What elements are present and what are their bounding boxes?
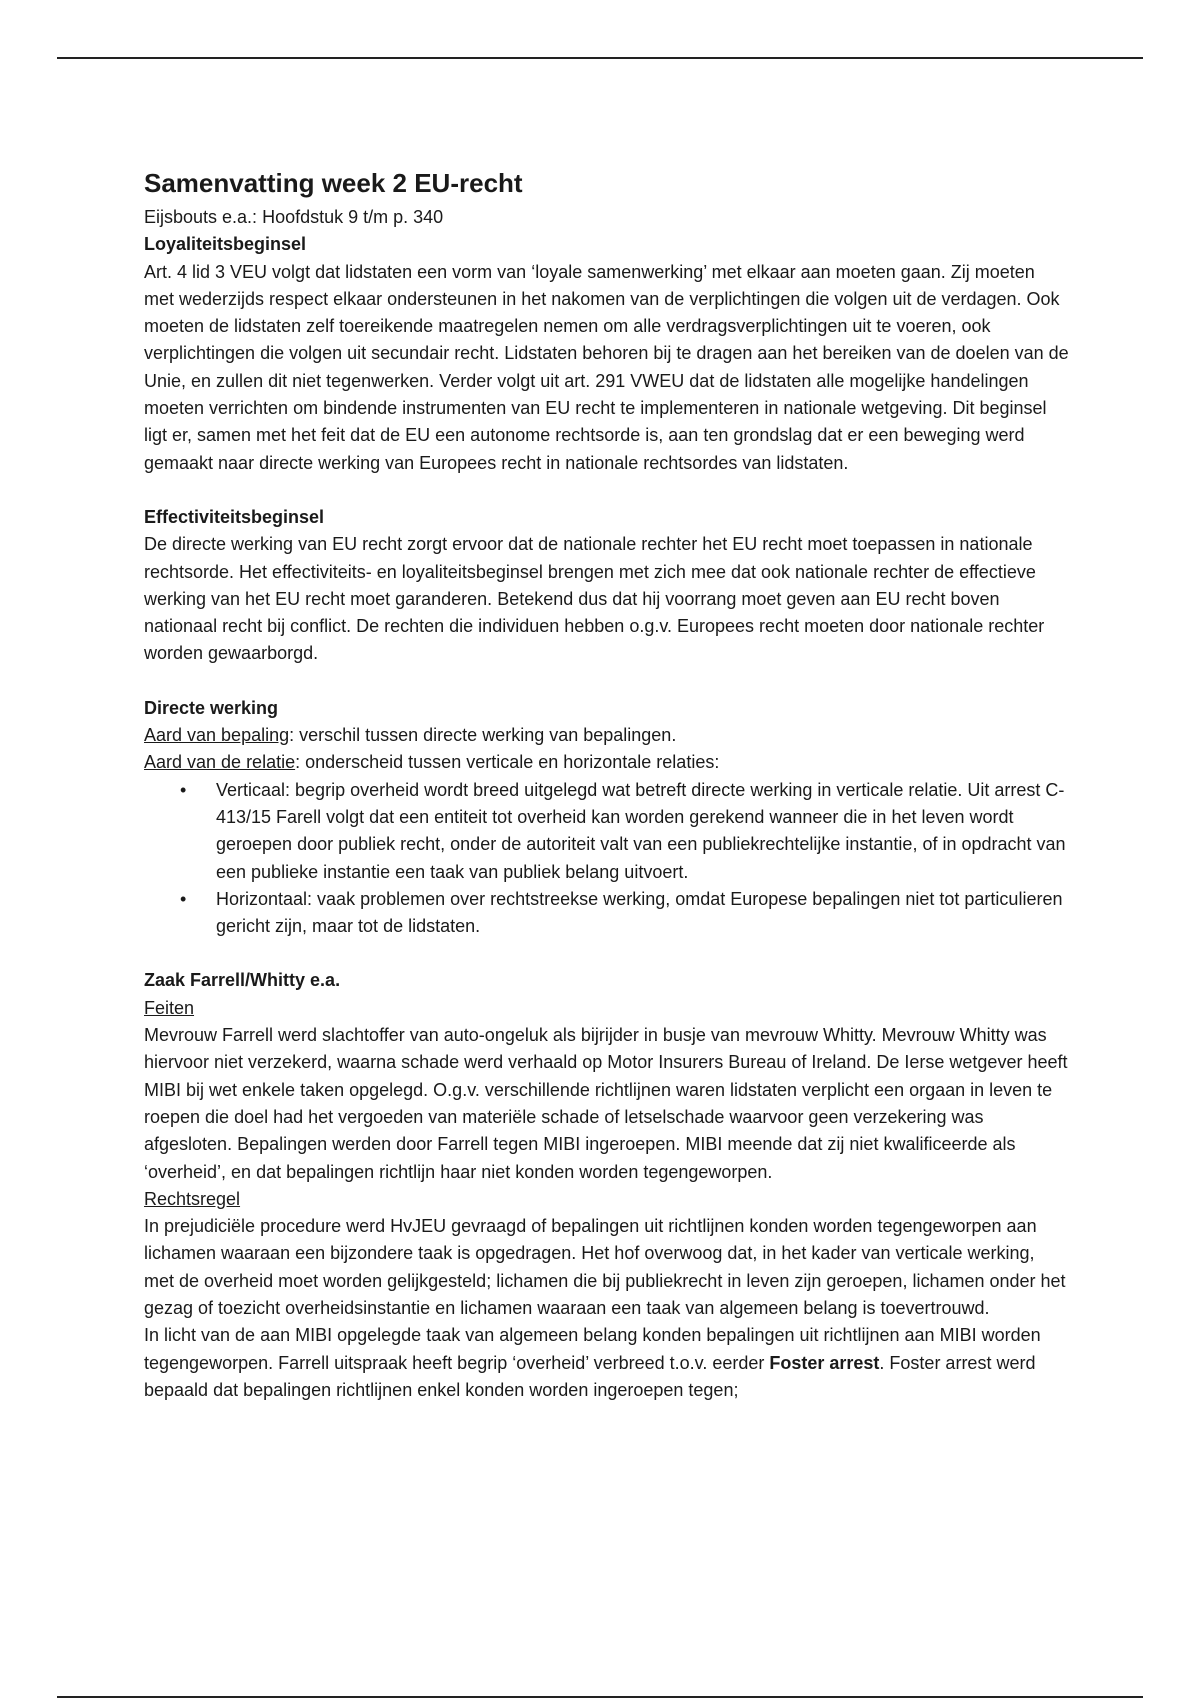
rechtsregel-label-text: Rechtsregel: [144, 1188, 241, 1209]
label-feiten: [144, 995, 1069, 1022]
paragraph-loyaliteitsbeginsel: Art. 4 lid 3 VEU volgt dat lidstaten een vorm van ‘loyale samenwerking’ met elkaar aan moeten gaan. Zij moeten met wederzijds respect elkaar ondersteunen in het nakomen van de verplichtingen die volgen uit de verdagen. Ook moeten de lidstaten zelf toereikende maatregelen nemen om alle verdragsverplichtingen uit te voeren, ook verplichtingen die volgen uit secundair recht. Lidstaten behoren bij te dragen aan het bereiken van de doelen van de Unie, en zullen dit niet tegenwerken. Verder volgt uit art. 291 VWEU dat de lidstaten alle mogelijke handelingen moeten verrichten om bindende instrumenten van EU recht te implementeren in nationale wetgeving. Dit beginsel ligt er, samen met het feit dat de EU een autonome rechtsorde is, aan ten grondslag dat er een beweging werd gemaakt naar directe werking van Europees recht in nationale rechtsordes van lidstaten.: [144, 261, 1069, 473]
slot-text-1: In licht van de aan MIBI opgelegde taak van algemeen belang konden bepalingen uit richtlijnen aan MIBI worden tegengeworpen. Farrell uitspraak heeft begrip ‘overheid’ verbreed t.o.v. eerder: [144, 1325, 1041, 1373]
label-rechtsregel: [144, 1186, 1069, 1213]
text-aard-van-de-relatie: : onderscheid tussen verticale en horizontale relaties:: [295, 752, 720, 773]
heading-zaak-farrell: Zaak Farrell/Whitty e.a.: [144, 970, 341, 991]
slot-text-2: . Foster arrest werd bepaald dat bepalingen richtlijnen enkel konden worden ingeroepen tegen;: [144, 1352, 1036, 1400]
spacer: [144, 477, 1069, 504]
label-aard-van-bepaling: Aard van bepaling: [144, 725, 290, 746]
relatie-bullet-list: [144, 777, 1069, 941]
paragraph-feiten: Mevrouw Farrell werd slachtoffer van auto-ongeluk als bijrijder in busje van mevrouw Whitty. Mevrouw Whitty was hiervoor niet verzekerd, waarna schade werd verhaald op Motor Insurers Bureau of Ireland. De Ierse wetgever heeft MIBI bij wet enkele taken opgelegd. O.g.v. verschillende richtlijnen waren lidstaten verplicht een orgaan in leven te roepen die doel had het vergoeden van materiële schade of letselschade waarvoor geen verzekering was afgesloten. Bepalingen werden door Farrell tegen MIBI ingeroepen. MIBI meende dat zij niet kwalificeerde als ‘overheid’, en dat bepalingen richtlijn haar niet konden worden tegengeworpen.: [144, 1025, 1068, 1182]
header-rule: [57, 57, 1143, 59]
spacer: [144, 940, 1069, 967]
text-aard-van-bepaling: : verschil tussen directe werking van bepalingen.: [289, 725, 677, 746]
heading-loyaliteitsbeginsel: Loyaliteitsbeginsel: [144, 234, 307, 255]
feiten-label-text: Feiten: [144, 997, 195, 1018]
paragraph-effectiviteitsbeginsel: De directe werking van EU recht zorgt ervoor dat de nationale rechter het EU recht moet toepassen in nationale rechtsorde. Het effectiviteits- en loyaliteitsbeginsel brengen met zich mee dat ook nationale rechter de effectieve werking van het EU recht moet garanderen. Betekend dus dat hij voorrang moet geven aan EU recht boven nationaal recht bij conflict. De rechten die individuen hebben o.g.v. Europees recht moeten door nationale rechter worden gewaarborgd.: [144, 534, 1045, 664]
heading-directe-werking: Directe werking: [144, 697, 279, 718]
paragraph-slot: [144, 1322, 1069, 1404]
bullet-horizontaal: • Horizontaal: vaak problemen over rechtstreekse werking, omdat Europese bepalingen niet tot particulieren gericht zijn, maar tot de lidstaten.: [144, 886, 1069, 941]
paragraph-rechtsregel: In prejudiciële procedure werd HvJEU gevraagd of bepalingen uit richtlijnen konden worden tegengeworpen aan lichamen waaraan een bijzondere taak is opgedragen. Het hof overwoog dat, in het kader van verticale werking, met de overheid moet worden gelijkgesteld; lichamen die bij publiekrecht in leven zijn geroepen, lichamen onder het gezag of toezicht overheidsinstantie en lichamen waaraan een taak van algemeen belang is toevertrouwd.: [144, 1216, 1066, 1318]
document-title: Samenvatting week 2 EU-recht: [144, 168, 523, 198]
heading-effectiviteitsbeginsel: Effectiviteitsbeginsel: [144, 506, 325, 527]
foster-arrest-bold: Foster arrest: [769, 1352, 880, 1373]
label-aard-van-de-relatie: Aard van de relatie: [144, 752, 296, 773]
line-aard-van-bepaling: [144, 722, 1069, 749]
bullet-verticaal: • Verticaal: begrip overheid wordt breed uitgelegd wat betreft directe werking in verticale relatie. Uit arrest C-413/15 Farell volgt dat een entiteit tot overheid kan worden gerekend wanneer die in het leven wordt geroepen door publiek recht, onder de autoriteit valt van een publiekrechtelijke instantie, of in opdracht van een publieke instantie een taak van publiek belang uitvoert.: [144, 777, 1069, 886]
line-aard-van-de-relatie: [144, 749, 1069, 776]
spacer: [144, 668, 1069, 695]
document-page: [144, 163, 1069, 1404]
source-reference: Eijsbouts e.a.: Hoofdstuk 9 t/m p. 340: [144, 207, 444, 227]
footer-rule: [57, 1696, 1143, 1698]
